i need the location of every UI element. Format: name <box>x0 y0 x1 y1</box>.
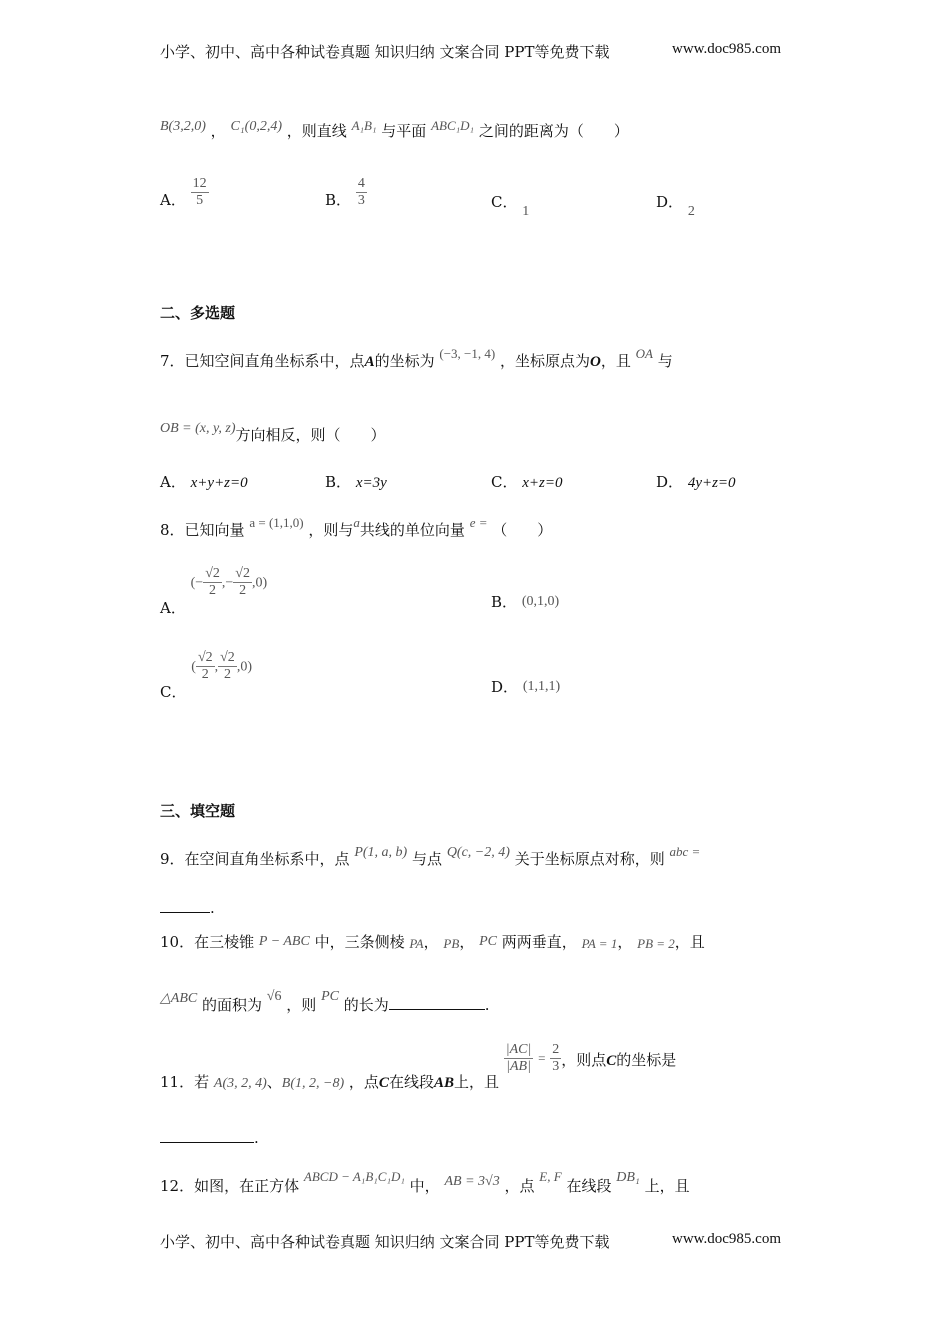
q8-c-frac1: $\frac{√2}{2}$ <box>197 650 213 683</box>
q6-option-a: A． $\frac{12}{5}$ <box>160 176 207 209</box>
q6-text2: 与平面 <box>381 122 427 140</box>
q8-a-frac2: $\frac{√2}{2}$ <box>235 566 250 599</box>
q7-option-a: A． x+y+z=0 <box>160 473 248 491</box>
q6-option-b: B． $\frac{4}{3}$ <box>325 176 365 209</box>
q6-line: A₁B₁ <box>351 118 377 133</box>
q6-plane: ABC₁D₁ <box>431 118 475 133</box>
header-left-text: 小学、初中、高中各种试卷真题 知识归纳 文案合同 PPT等免费下载 <box>160 43 610 61</box>
q9-answer-blank[interactable]: . <box>160 898 215 917</box>
q7-option-d: D． 4y+z=0 <box>656 473 736 491</box>
q7-stem-line1: 7．已知空间直角坐标系中，点A的坐标为 (−3, −1, 4) ，坐标原点为O，且 OA 与 <box>160 346 673 370</box>
q11-stem: 11．若 A(3, 2, 4)、B(1, 2, −8) ，点C在线段AB上，且 $\frac{|AC|}{|AB|}$ = $\frac{2}{3}$ ，则点C的坐标是 <box>160 1042 677 1091</box>
q8-option-a: A． (− $\frac{√2}{2}$ ,− $\frac{√2}{2}$ ,0) <box>160 566 268 617</box>
q10-stem-line2: △ABC 的面积为 √6 ，则 PC 的长为 . <box>160 989 490 1014</box>
q9-point-p: P(1, a, b) <box>354 845 408 860</box>
section-title-multiple-choice: 二、多选题 <box>160 304 236 322</box>
q8-a-frac1: $\frac{√2}{2}$ <box>205 566 220 599</box>
q8-option-b: B． (0,1,0) <box>491 593 560 611</box>
q12-cube: ABCD − A₁B₁C₁D₁ <box>303 1169 405 1184</box>
q7-vector-ob: OB = (x, y, z) <box>160 421 236 436</box>
q8-stem: 8．已知向量 a = (1,1,0) ，则与a共线的单位向量 e = （ ） <box>160 515 553 539</box>
q10-stem-line1: 10．在三棱锥 P − ABC 中，三条侧棱 PA， PB， PC 两两垂直， PA = 1， PB = 2，且 <box>160 933 705 951</box>
q11-answer-blank[interactable]: . <box>160 1128 259 1147</box>
q6-stem-line <box>160 120 629 141</box>
q10-answer-blank[interactable] <box>389 995 485 1010</box>
q7-vector-oa: OA <box>635 346 653 361</box>
q9-abc: abc = <box>669 844 701 859</box>
q6-text3: 之间的距离为（ ） <box>478 122 629 140</box>
q11-value-fraction: $\frac{2}{3}$ <box>552 1042 560 1075</box>
header-url: www.doc985.com <box>672 41 782 57</box>
q8-option-d: D． (1,1,1) <box>491 678 561 696</box>
q7-stem-line2: OB = (x, y, z)方向相反，则（ ） <box>160 421 386 444</box>
q8-vector-a: a = (1,1,0) <box>249 515 304 530</box>
q8-option-c: C． ( $\frac{√2}{2}$ , $\frac{√2}{2}$ ,0) <box>160 650 252 701</box>
footer-url: www.doc985.com <box>672 1231 782 1247</box>
footer-left-text: 小学、初中、高中各种试卷真题 知识归纳 文案合同 PPT等免费下载 <box>160 1233 610 1251</box>
q6-option-c: C． 1 <box>491 193 530 219</box>
q10-sqrt6: √6 <box>266 989 282 1004</box>
q7-coord-a: (−3, −1, 4) <box>439 346 496 361</box>
q6-option-b-fraction: $\frac{4}{3}$ <box>357 176 365 209</box>
q7-option-b: B． x=3y <box>325 473 387 491</box>
q12-stem: 12．如图，在正方体 ABCD − A₁B₁C₁D₁ 中， AB = 3√3 ，点 E, F 在线段 DB₁ 上，且 <box>160 1169 690 1195</box>
section-title-fill-blank: 三、填空题 <box>160 802 236 820</box>
q9-stem: 9．在空间直角坐标系中，点 P(1, a, b) 与点 Q(c, −2, 4) 关于坐标原点对称，则 abc = <box>160 844 701 868</box>
q7-option-c: C． x+z=0 <box>491 473 563 491</box>
q6-point-c1: C₁(0,2,4) <box>230 119 282 134</box>
q6-sep: ， <box>210 122 226 140</box>
q9-point-q: Q(c, −2, 4) <box>446 845 510 860</box>
q6-text1: ，则直线 <box>286 122 347 140</box>
q6-point-b: B(3,2,0) <box>160 119 206 134</box>
q11-ratio-fraction: $\frac{|AC|}{|AB|}$ <box>505 1042 532 1075</box>
q6-option-d: D． 2 <box>656 193 695 219</box>
q8-c-frac2: $\frac{√2}{2}$ <box>220 650 235 683</box>
q6-option-a-fraction: $\frac{12}{5}$ <box>192 176 207 209</box>
